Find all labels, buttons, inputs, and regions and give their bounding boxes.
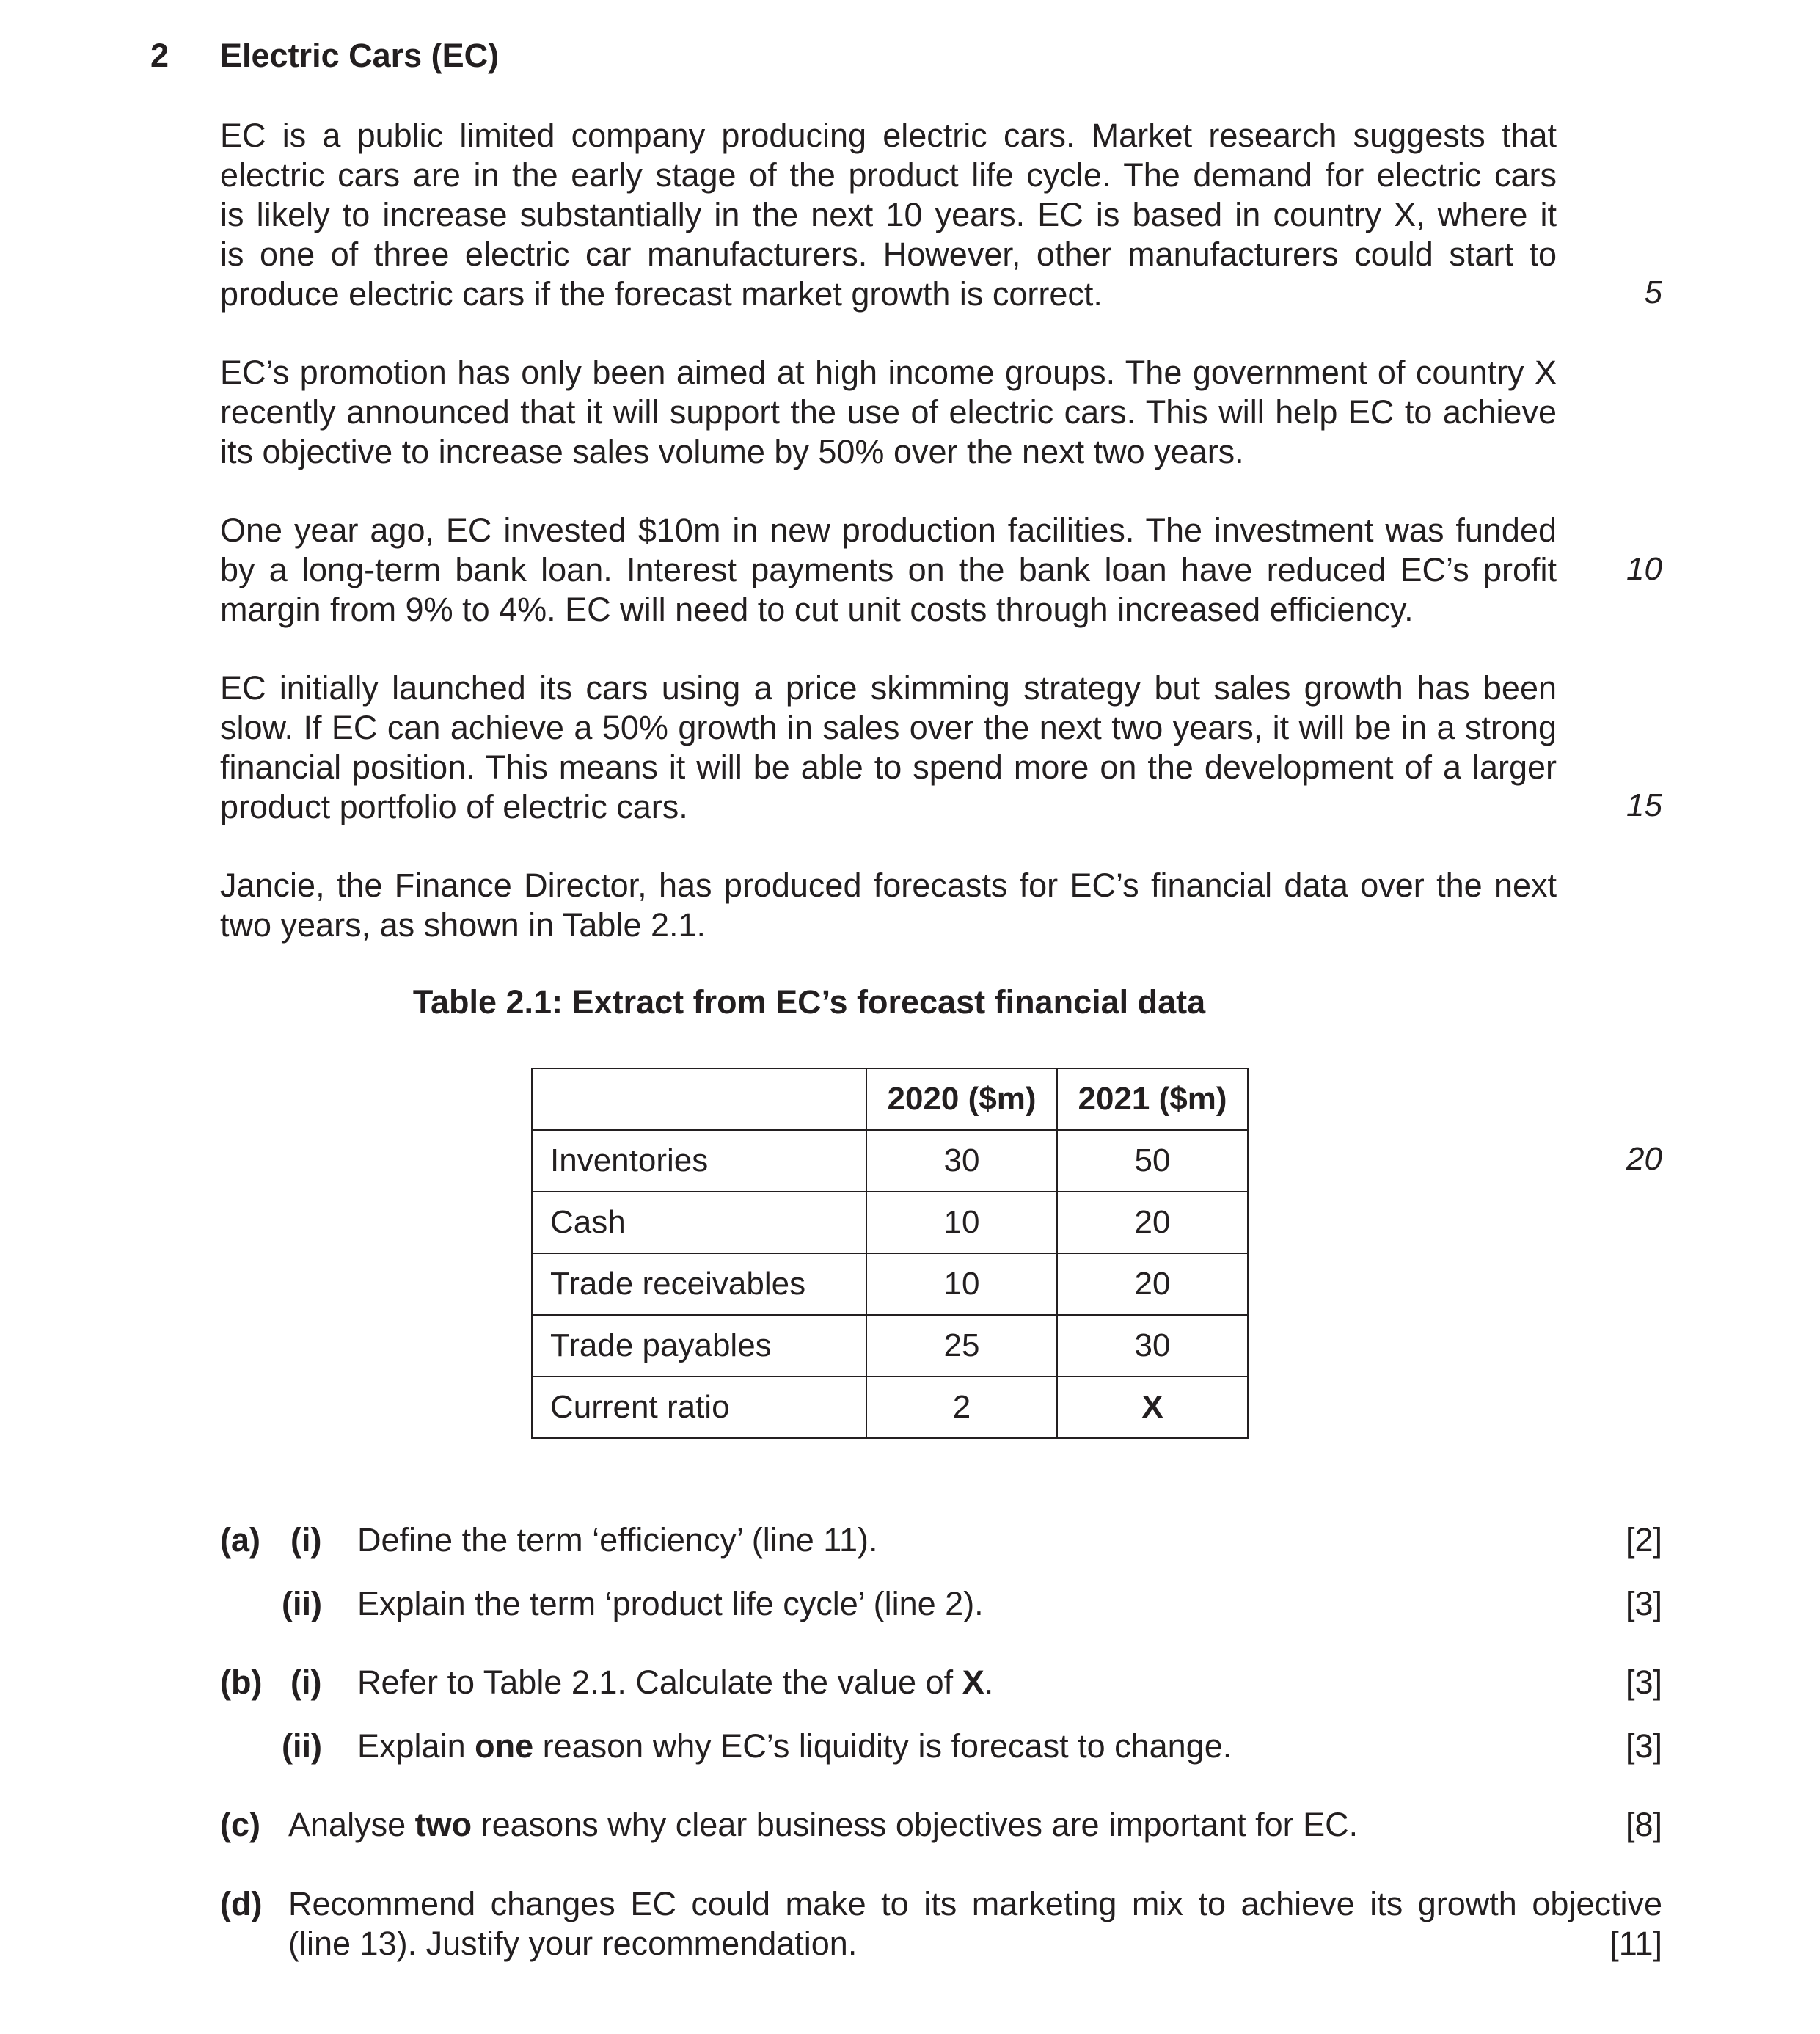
question-number: 2: [150, 37, 169, 74]
subq-a-ii-marks: [3]: [1625, 1585, 1662, 1622]
cell-2020: 10: [866, 1253, 1057, 1315]
text-line: electric cars are in the early stage of the product life cycle. The demand for electric cars: [220, 156, 1557, 194]
line-number-5: 5: [1644, 274, 1662, 310]
subq-c-marks: [8]: [1625, 1806, 1662, 1843]
subq-d-line-1: Recommend changes EC could make to its marketing mix to achieve its growth objective: [288, 1885, 1662, 1922]
subq-b-i-text: [357, 1663, 993, 1702]
subq-b-i-text-end: .: [984, 1663, 994, 1701]
paragraph-1: [220, 116, 1557, 314]
row-label: Current ratio: [532, 1377, 866, 1438]
subq-c-text-end: reasons why clear business objectives are important for EC.: [472, 1806, 1359, 1843]
text-line: product portfolio of electric cars.: [220, 788, 688, 825]
row-label: Inventories: [532, 1130, 866, 1192]
subq-c-label: (c): [220, 1806, 260, 1843]
line-number-15: 15: [1626, 787, 1662, 823]
subq-b-ii-text-start: Explain: [357, 1727, 475, 1765]
table-row: [532, 1192, 1248, 1253]
subq-a-ii-label: (ii): [282, 1585, 322, 1622]
subq-a-i-label: (i): [290, 1521, 322, 1559]
table-header-row: [532, 1068, 1248, 1130]
subq-c-text-bold: two: [414, 1806, 472, 1843]
cell-2020: 30: [866, 1130, 1057, 1192]
row-label: Cash: [532, 1192, 866, 1253]
text-line: EC initially launched its cars using a price skimming strategy but sales growth has been: [220, 669, 1557, 707]
subq-d-label: (d): [220, 1885, 263, 1922]
table-row: [532, 1130, 1248, 1192]
paragraph-4: [220, 668, 1557, 827]
subq-a-ii-text: Explain the term ‘product life cycle’ (line 2).: [357, 1585, 984, 1622]
subq-a-i-marks: [2]: [1625, 1521, 1662, 1559]
text-line: EC is a public limited company producing electric cars. Market research suggests that: [220, 117, 1557, 154]
table-header-2021: 2021 ($m): [1057, 1068, 1248, 1130]
question-title: Electric Cars (EC): [220, 37, 500, 74]
subq-b-ii-marks: [3]: [1625, 1727, 1662, 1765]
cell-2021: 20: [1057, 1253, 1248, 1315]
line-number-20: 20: [1626, 1141, 1662, 1177]
subq-b-ii-text-end: reason why EC’s liquidity is forecast to change.: [533, 1727, 1232, 1765]
row-label: Trade payables: [532, 1315, 866, 1377]
subq-c-text: [288, 1805, 1358, 1845]
text-line: is one of three electric car manufacturers. However, other manufacturers could start to: [220, 236, 1557, 273]
subq-b-ii-text: [357, 1727, 1232, 1766]
text-line: its objective to increase sales volume by 50% over the next two years.: [220, 433, 1244, 470]
text-line: financial position. This means it will be able to spend more on the development of a larger: [220, 748, 1557, 786]
text-line: One year ago, EC invested $10m in new production facilities. The investment was funded: [220, 511, 1557, 549]
table-header-cell: [532, 1068, 866, 1130]
paragraph-2: [220, 353, 1557, 472]
text-line: Jancie, the Finance Director, has produced forecasts for EC’s financial data over the next: [220, 867, 1557, 904]
subq-d-line-2: (line 13). Justify your recommendation.: [288, 1925, 858, 1962]
subq-b-ii-text-bold: one: [475, 1727, 534, 1765]
subq-b-label: (b): [220, 1663, 263, 1701]
table-row: [532, 1377, 1248, 1438]
cell-2020: 10: [866, 1192, 1057, 1253]
subq-a-i-text: Define the term ‘efficiency’ (line 11).: [357, 1521, 878, 1559]
cell-2021: 30: [1057, 1315, 1248, 1377]
row-label: Trade receivables: [532, 1253, 866, 1315]
line-number-10: 10: [1626, 551, 1662, 587]
subq-c-text-start: Analyse: [288, 1806, 415, 1843]
subq-b-i-text-start: Refer to Table 2.1. Calculate the value of: [357, 1663, 962, 1701]
text-line: produce electric cars if the forecast market growth is correct.: [220, 275, 1103, 313]
table-caption: Table 2.1: Extract from EC’s forecast financial data: [412, 983, 1206, 1021]
table-header-2020: 2020 ($m): [866, 1068, 1057, 1130]
table-row: [532, 1253, 1248, 1315]
text-line: is likely to increase substantially in the next 10 years. EC is based in country X, where it: [220, 196, 1557, 233]
financial-data-table: [531, 1068, 1249, 1439]
cell-2020: 25: [866, 1315, 1057, 1377]
subq-b-i-label: (i): [290, 1663, 322, 1701]
paragraph-5: [220, 866, 1557, 945]
paragraph-3: [220, 511, 1557, 630]
subq-a-label: (a): [220, 1521, 260, 1559]
text-line: slow. If EC can achieve a 50% growth in sales over the next two years, it will be in a strong: [220, 709, 1557, 746]
text-line: EC’s promotion has only been aimed at high income groups. The government of country X: [220, 354, 1557, 391]
text-line: margin from 9% to 4%. EC will need to cut unit costs through increased efficiency.: [220, 591, 1414, 628]
text-line: by a long-term bank loan. Interest payments on the bank loan have reduced EC’s profit: [220, 551, 1557, 588]
table-row: [532, 1315, 1248, 1377]
text-line: two years, as shown in Table 2.1.: [220, 906, 706, 944]
text-line: recently announced that it will support the use of electric cars. This will help EC to achieve: [220, 393, 1557, 431]
cell-2021: X: [1057, 1377, 1248, 1438]
subq-b-i-marks: [3]: [1625, 1663, 1662, 1701]
cell-2021: 20: [1057, 1192, 1248, 1253]
cell-2020: 2: [866, 1377, 1057, 1438]
subq-b-ii-label: (ii): [282, 1727, 322, 1765]
cell-2021: 50: [1057, 1130, 1248, 1192]
subq-b-i-text-bold: X: [962, 1663, 984, 1701]
subq-d-marks: [11]: [1609, 1925, 1662, 1962]
